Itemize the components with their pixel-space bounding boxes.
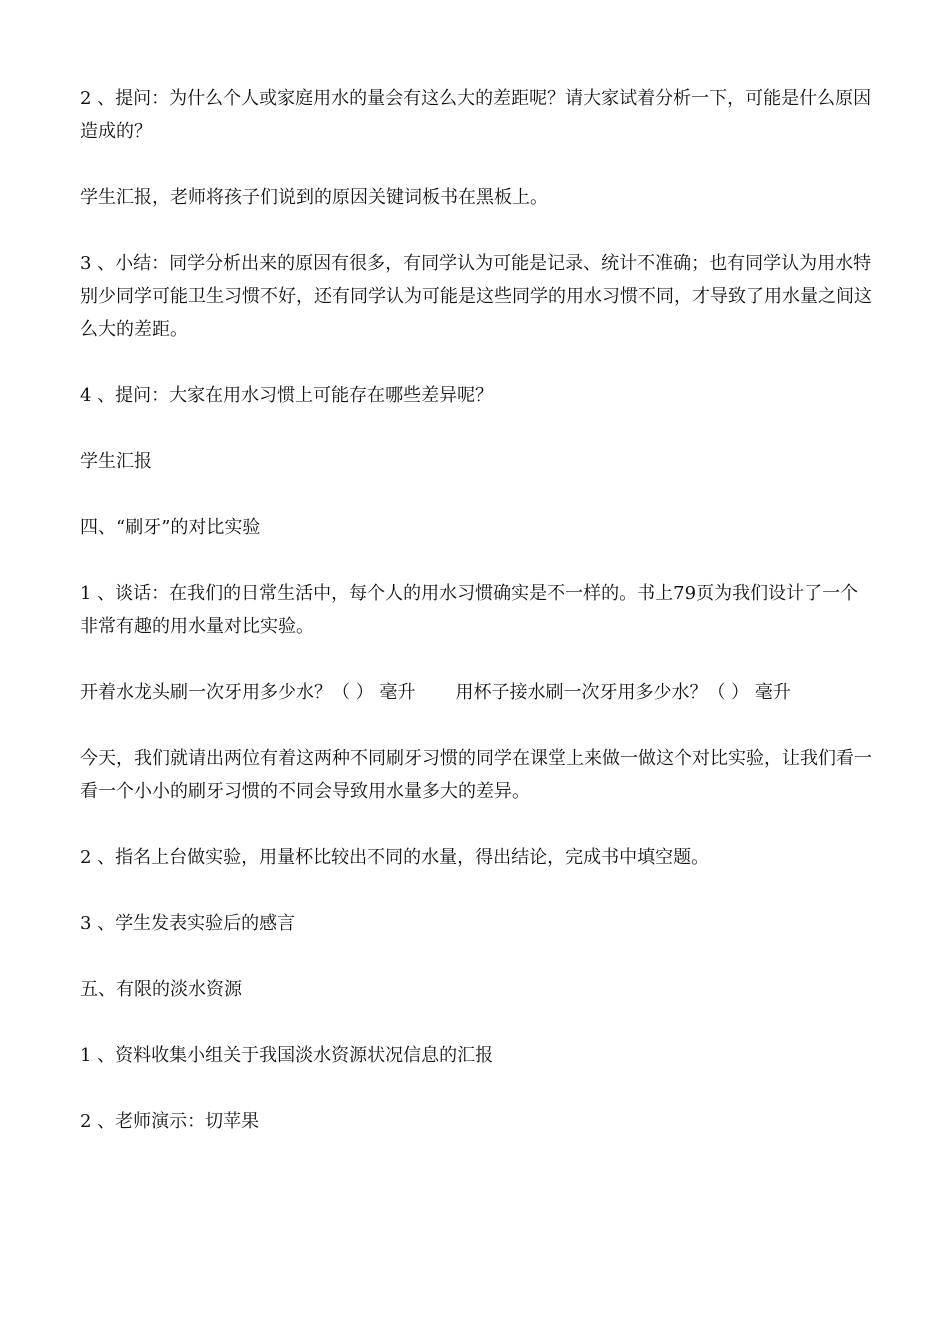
- document-page: [80, 82, 875, 1138]
- paragraph-step-3: 3 、学生发表实验后的感言: [80, 913, 296, 934]
- paragraph-student-report-2: 学生汇报: [80, 451, 152, 472]
- question-tap-running: 开着水龙头刷一次牙用多少水？（ ） 毫升: [80, 682, 416, 703]
- section-heading-brushing-experiment: 四、“刷牙”的对比实验: [80, 517, 261, 538]
- question-pair: [80, 676, 875, 709]
- paragraph-summary-3: 3 、小结：同学分析出来的原因有很多，有同学认为可能是记录、统计不准确；也有同学认为用水特别少同学可能卫生习惯不好，还有同学认为可能是这些同学的用水习惯不同，才导致了用水量之间这么大的差距。: [80, 253, 872, 340]
- paragraph-today: 今天，我们就请出两位有着这两种不同刷牙习惯的同学在课堂上来做一做这个对比实验，让我们看一看一个小小的刷牙习惯的不同会导致用水量多大的差异。: [80, 748, 872, 802]
- section-heading-freshwater: 五、有限的淡水资源: [80, 979, 242, 1000]
- paragraph-student-report-1: 学生汇报，老师将孩子们说到的原因关键词板书在黑板上。: [80, 187, 548, 208]
- paragraph-step-2: 2 、指名上台做实验，用量杯比较出不同的水量，得出结论，完成书中填空题。: [80, 847, 710, 868]
- paragraph-question-2: 2 、提问：为什么个人或家庭用水的量会有这么大的差距呢？请大家试着分析一下，可能是什么原因造成的？: [80, 88, 872, 142]
- paragraph-question-4: 4 、提问：大家在用水习惯上可能存在哪些差异呢？: [80, 385, 494, 406]
- paragraph-freshwater-2: 2 、老师演示：切苹果: [80, 1111, 260, 1132]
- paragraph-freshwater-1: 1 、资料收集小组关于我国淡水资源状况信息的汇报: [80, 1045, 494, 1066]
- paragraph-talk-1: 1 、谈话：在我们的日常生活中，每个人的用水习惯确实是不一样的。书上79页为我们设计了一个非常有趣的用水量对比实验。: [80, 583, 859, 637]
- question-cup: 用杯子接水刷一次牙用多少水？（ ） 毫升: [455, 682, 791, 703]
